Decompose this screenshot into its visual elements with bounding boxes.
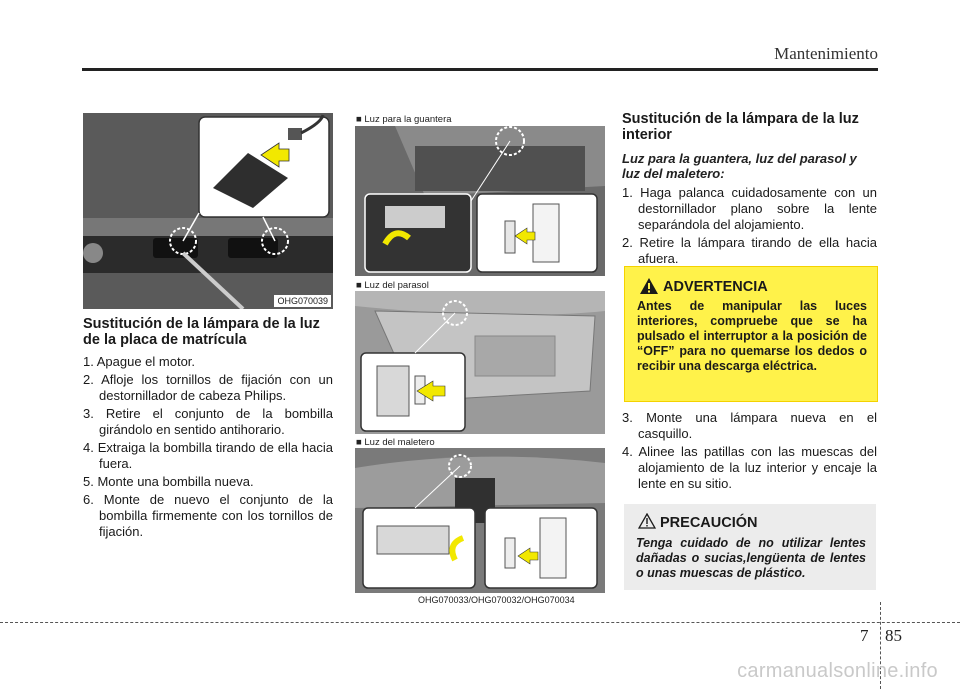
list-item: 2. Afloje los tornillos de fijación con un destornillador de cabeza Philips. (83, 372, 333, 403)
caption-sunvisor: ■ Luz del parasol (356, 280, 429, 291)
list-item: 2. Retire la lámpara tirando de ella hacia afuera. (622, 235, 877, 266)
list-item: 4. Alinee las patillas con las muescas del alojamiento de la luz interior y encaje la lente en su sitio. (622, 444, 877, 491)
caution-text: Tenga cuidado de no utilizar lentes dañadas o sucias,lengüenta de lentes o unas muescas de plástico. (636, 536, 866, 580)
glovebox-lamp-photo (355, 126, 605, 276)
interior-lamp-heading: Sustitución de la lámpara de la luz interior (622, 111, 859, 143)
right-section (622, 111, 877, 269)
list-item: 4. Extraiga la bombilla tirando de ella hacia fuera. (83, 440, 333, 471)
list-item: 1. Haga palanca cuidadosamente con un destornillador plano sobre la lente separándola del alojamiento. (622, 185, 877, 232)
interior-lamp-steps-a (622, 185, 877, 267)
interior-lamp-subheading: Luz para la guantera, luz del parasol y luz del maletero: (622, 151, 857, 181)
interior-lamp-steps-b (622, 410, 877, 492)
list-item: 3. Retire el conjunto de la bombilla girándolo en sentido antihorario. (83, 406, 333, 437)
watermark: carmanualsonline.info (737, 660, 938, 682)
warning-text: Antes de manipular las luces interiores, compruebe que se ha pulsado el interruptor a la posición de “OFF” para no quemarse los dedos o recibir una descarga eléctrica. (637, 299, 867, 373)
caution-title: PRECAUCIÓN (660, 515, 758, 531)
trunk-lamp-photo (355, 448, 605, 593)
sunvisor-lamp-photo (355, 291, 605, 434)
warning-box (624, 266, 878, 402)
page-number: 85 (885, 626, 902, 645)
footer-rule (0, 622, 960, 623)
chapter-number: 7 (860, 626, 869, 645)
header-rule (82, 68, 878, 71)
left-section (83, 316, 333, 542)
license-plate-steps (83, 354, 333, 540)
caption-glovebox: ■ Luz para la guantera (356, 114, 452, 125)
license-plate-heading: Sustitución de la lámpara de la luz de la placa de matrícula (83, 316, 320, 348)
list-item: 5. Monte una bombilla nueva. (83, 474, 254, 489)
right-section-continued (622, 410, 877, 494)
caption-trunk: ■ Luz del maletero (356, 437, 435, 448)
list-item: 6. Monte de nuevo el conjunto de la bombilla firmemente con los tornillos de fijación. (83, 492, 333, 539)
page-header-title: Mantenimiento (774, 44, 878, 63)
warning-icon (639, 277, 659, 295)
caution-box (624, 504, 876, 590)
figure-code-middle: OHG070033/OHG070032/OHG070034 (418, 595, 575, 605)
license-plate-lamp-photo (83, 113, 333, 309)
figure-code-left: OHG070039 (274, 295, 331, 307)
list-item: 1. Apague el motor. (83, 354, 196, 369)
caution-icon (638, 513, 656, 529)
warning-title: ADVERTENCIA (663, 279, 768, 295)
list-item: 3. Monte una lámpara nueva en el casquillo. (622, 410, 877, 441)
